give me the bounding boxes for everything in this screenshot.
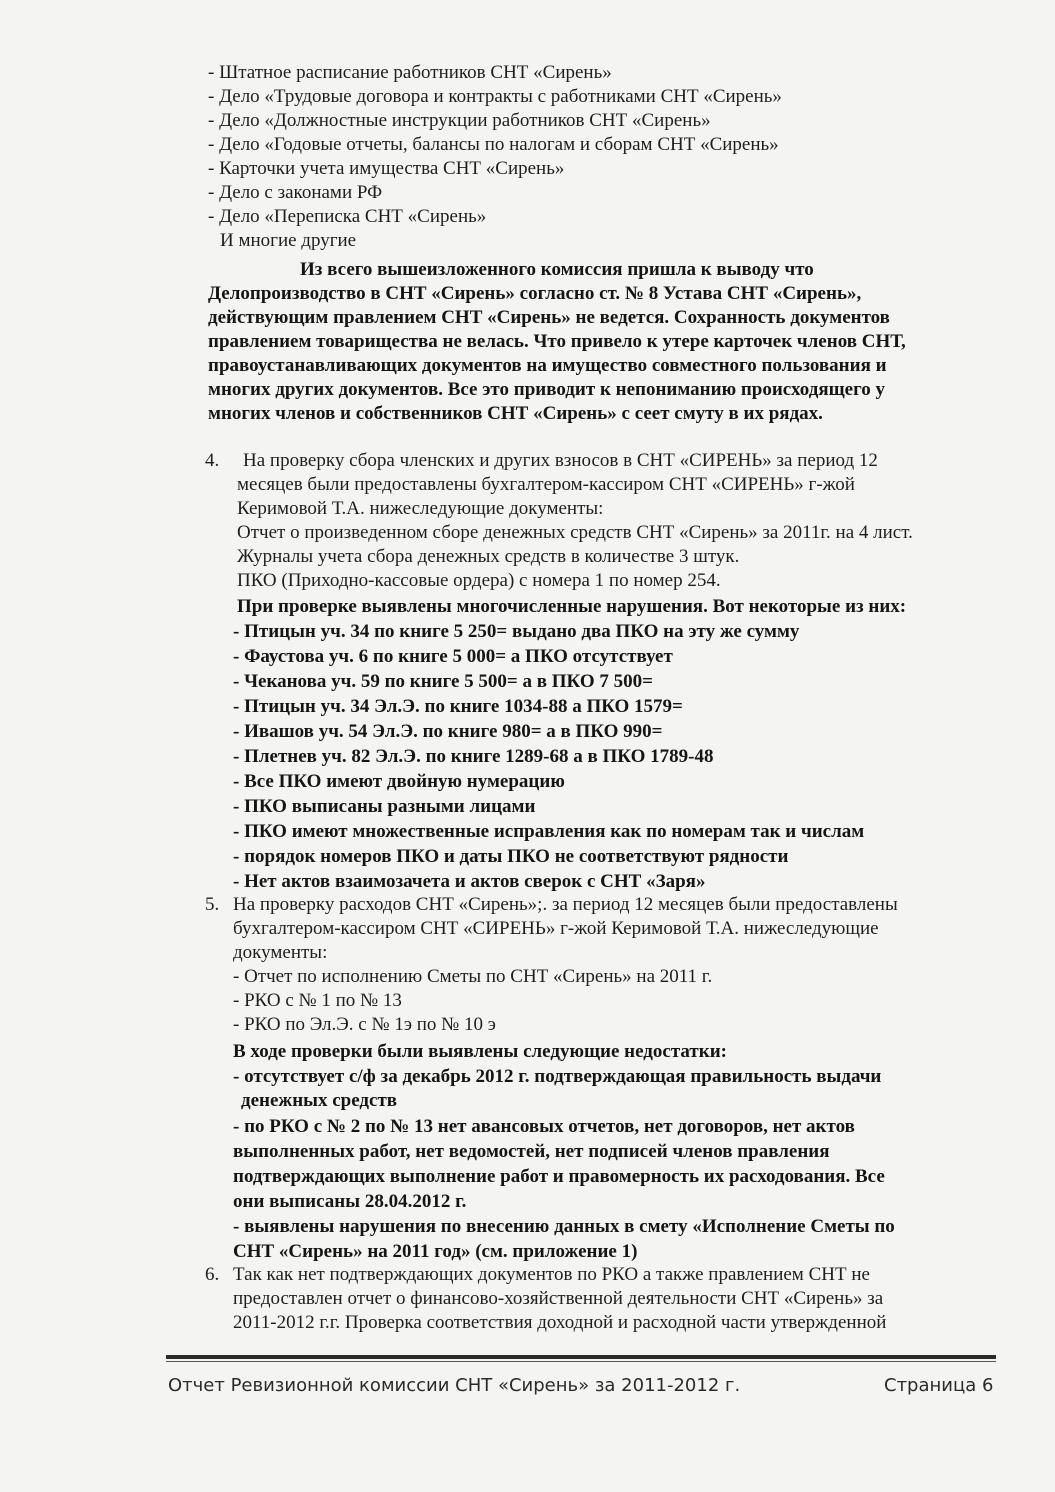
section-5-finding: они выписаны 28.04.2012 г. bbox=[233, 1191, 467, 1212]
section-5-number: 5. bbox=[205, 894, 220, 915]
section-4-finding: - Чеканова уч. 59 по книге 5 500= а в ПКО 7 500= bbox=[233, 671, 653, 692]
section-4-finding: - Все ПКО имеют двойную нумерацию bbox=[233, 771, 565, 792]
section-5-finding: выполненных работ, нет ведомостей, нет подписей членов правления bbox=[233, 1141, 830, 1162]
section-5-line: - РКО по Эл.Э. с № 1э по № 10 э bbox=[233, 1014, 496, 1035]
intro-item: - Дело «Годовые отчеты, балансы по налогам и сборам СНТ «Сирень» bbox=[208, 134, 779, 155]
section-5-line: На проверку расходов СНТ «Сирень»;. за период 12 месяцев были предоставлены bbox=[233, 894, 898, 915]
section-6-line: Так как нет подтверждающих документов по РКО а также правлением СНТ не bbox=[233, 1264, 870, 1285]
section-4-finding: - Птицын уч. 34 Эл.Э. по книге 1034-88 а ПКО 1579= bbox=[233, 696, 683, 717]
section-5-finding: денежных средств bbox=[241, 1090, 398, 1111]
section-4-finding: - Фаустова уч. 6 по книге 5 000= а ПКО отсутствует bbox=[233, 646, 673, 667]
section-4-line: Журналы учета сбора денежных средств в количестве 3 штук. bbox=[237, 546, 740, 567]
section-5-finding: - выявлены нарушения по внесению данных в смету «Исполнение Сметы по bbox=[233, 1216, 895, 1237]
section-5-finding: подтверждающих выполнение работ и правомерность их расходования. Все bbox=[233, 1166, 885, 1187]
conclusion-line: Делопроизводство в СНТ «Сирень» согласно ст. № 8 Устава СНТ «Сирень», bbox=[208, 283, 862, 304]
section-4-finding: - порядок номеров ПКО и даты ПКО не соответствуют рядности bbox=[233, 846, 789, 867]
conclusion-line: правлением товарищества не велась. Что привело к утере карточек членов СНТ, bbox=[208, 331, 906, 352]
section-6-number: 6. bbox=[205, 1264, 220, 1285]
intro-item: - Карточки учета имущества СНТ «Сирень» bbox=[208, 158, 565, 179]
section-4-line: Керимовой Т.А. нижеследующие документы: bbox=[237, 498, 604, 519]
footer-rule bbox=[166, 1355, 996, 1359]
section-4-finding: При проверке выявлены многочисленные нарушения. Вот некоторые из них: bbox=[237, 596, 907, 617]
conclusion-line: действующим правлением СНТ «Сирень» не ведется. Сохранность документов bbox=[208, 307, 890, 328]
section-4-line: Отчет о произведенном сборе денежных средств СНТ «Сирень» за 2011г. на 4 лист. bbox=[237, 522, 913, 543]
section-5-finding: - отсутствует с/ф за декабрь 2012 г. подтверждающая правильность выдачи bbox=[233, 1066, 882, 1087]
section-5-finding: СНТ «Сирень» на 2011 год» (см. приложение 1) bbox=[233, 1241, 638, 1262]
section-4-finding: - Ивашов уч. 54 Эл.Э. по книге 980= а в ПКО 990= bbox=[233, 721, 663, 742]
section-6-line: предоставлен отчет о финансово-хозяйственной деятельности СНТ «Сирень» за bbox=[233, 1288, 884, 1309]
conclusion-line: многих членов и собственников СНТ «Сирень» с сеет смуту в их рядах. bbox=[208, 403, 823, 424]
section-4-finding: - ПКО выписаны разными лицами bbox=[233, 796, 536, 817]
conclusion-line: многих других документов. Все это приводит к непониманию происходящего у bbox=[208, 379, 885, 400]
section-6-line: 2011-2012 г.г. Проверка соответствия доходной и расходной части утвержденной bbox=[233, 1312, 887, 1333]
intro-item: - Дело «Переписка СНТ «Сирень» bbox=[208, 206, 487, 227]
section-4-finding: - Плетнев уч. 82 Эл.Э. по книге 1289-68 а в ПКО 1789-48 bbox=[233, 746, 714, 767]
section-4-finding: - Нет актов взаимозачета и актов сверок с СНТ «Заря» bbox=[233, 871, 706, 892]
conclusion-line: Из всего вышеизложенного комиссия пришла к выводу что bbox=[300, 259, 814, 280]
section-5-finding: В ходе проверки были выявлены следующие недостатки: bbox=[233, 1041, 727, 1062]
footer-rule-thin bbox=[166, 1361, 996, 1362]
intro-item: И многие другие bbox=[220, 230, 357, 251]
section-5-line: документы: bbox=[233, 942, 328, 963]
section-4-finding: - Птицын уч. 34 по книге 5 250= выдано два ПКО на эту же сумму bbox=[233, 621, 800, 642]
intro-item: - Штатное расписание работников СНТ «Сирень» bbox=[208, 62, 612, 83]
section-5-line: - Отчет по исполнению Сметы по СНТ «Сирень» на 2011 г. bbox=[233, 966, 713, 987]
conclusion-line: правоустанавливающих документов на имущество совместного пользования и bbox=[208, 355, 887, 376]
section-5-line: бухгалтером-кассиром СНТ «СИРЕНЬ» г-жой Керимовой Т.А. нижеследующие bbox=[233, 918, 879, 939]
section-5-line: - РКО с № 1 по № 13 bbox=[233, 990, 402, 1011]
section-5-finding: - по РКО с № 2 по № 13 нет авансовых отчетов, нет договоров, нет актов bbox=[233, 1116, 855, 1137]
intro-item: - Дело «Должностные инструкции работников СНТ «Сирень» bbox=[208, 110, 711, 131]
page-number: Страница 6 bbox=[884, 1375, 994, 1396]
section-4-number: 4. bbox=[205, 450, 220, 471]
footer-title: Отчет Ревизионной комиссии СНТ «Сирень» за 2011-2012 г. bbox=[168, 1375, 741, 1396]
section-4-line: ПКО (Приходно-кассовые ордера) с номера 1 по номер 254. bbox=[237, 570, 721, 591]
intro-item: - Дело «Трудовые договора и контракты с работниками СНТ «Сирень» bbox=[208, 86, 782, 107]
section-4-line: месяцев были предоставлены бухгалтером-кассиром СНТ «СИРЕНЬ» г-жой bbox=[237, 474, 855, 495]
section-4-line: На проверку сбора членских и других взносов в СНТ «СИРЕНЬ» за период 12 bbox=[243, 450, 878, 471]
intro-item: - Дело с законами РФ bbox=[208, 182, 383, 203]
section-4-finding: - ПКО имеют множественные исправления как по номерам так и числам bbox=[233, 821, 865, 842]
